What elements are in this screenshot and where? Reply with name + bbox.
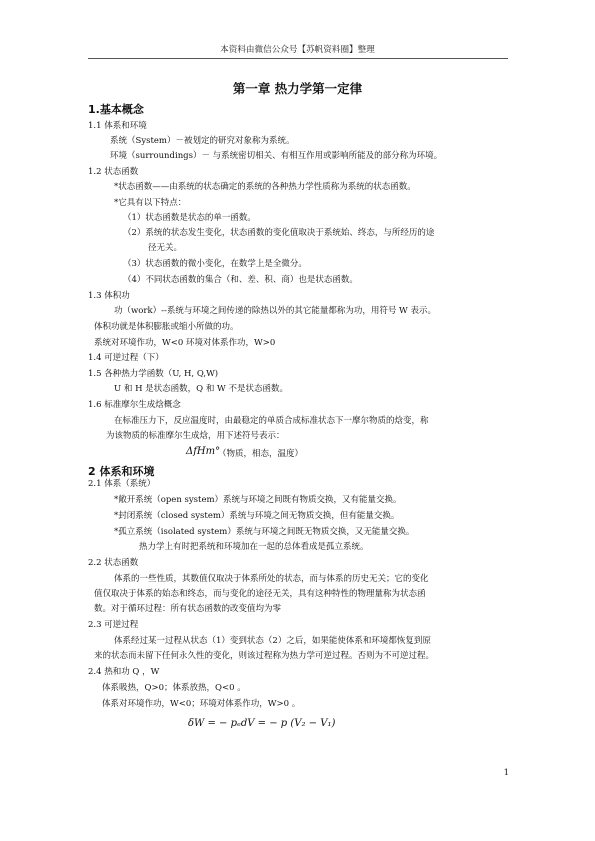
subsection-1-3: 1.3 体积功: [88, 291, 130, 301]
text-line: U 和 H 是状态函数，Q 和 W 不是状态函数。: [114, 384, 288, 394]
page-header: 本资料由微信公众号【苏帆资料圈】整理: [220, 45, 375, 55]
text-line: 系统对环境作功，W<0 环境对体系作功，W>0: [94, 338, 276, 348]
text-line: *敞开系统（open system）系统与环境之间既有物质交换，又有能量交换。: [114, 495, 402, 505]
list-item: （1）状态函数是状态的单一函数。: [123, 213, 256, 223]
text-line: 体系的一些性质，其数值仅取决于体系所处的状态，而与体系的历史无关；它的变化: [114, 574, 429, 584]
subsection-2-2: 2.2 状态函数: [88, 558, 139, 568]
subsection-2-3: 2.3 可逆过程: [88, 620, 139, 630]
subsection-2-4: 2.4 热和功 Q ，W: [88, 667, 160, 677]
section-heading-2: 2 体系和环境: [88, 465, 155, 478]
text-line: 数。对于循环过程：所有状态函数的改变值均为零: [94, 604, 282, 614]
text-line: 系统（System）－被划定的研究对象称为系统。: [110, 136, 295, 146]
subsection-1-2: 1.2 状态函数: [88, 167, 139, 177]
text-line: 功（work）--系统与环境之间传递的除热以外的其它能量都称为功，用符号 W 表示。: [114, 306, 436, 316]
subsection-1-5: 1.5 各种热力学函数（U, H, Q,W): [88, 369, 219, 379]
text-line: 值仅取决于体系的始态和终态，而与变化的途径无关，具有这种特性的物理量称为状态函: [94, 589, 426, 599]
text-line: 体积功就是体积膨胀或缩小所做的功。: [94, 322, 239, 332]
text-line: 热力学上有时把系统和环境加在一起的总体看成是孤立系统。: [139, 542, 369, 552]
subsection-1-6: 1.6 标准摩尔生成焓概念: [88, 400, 181, 410]
text-line: *状态函数——由系统的状态确定的系统的各种热力学性质称为系统的状态函数。: [114, 182, 416, 192]
list-item: （2）系统的状态发生变化，状态函数的变化值取决于系统始、终态，与所经历的途: [123, 228, 435, 238]
chapter-title: 第一章 热力学第一定律: [232, 81, 363, 96]
text-line: 体系吸热，Q>0；体系放热，Q<0 。: [102, 683, 246, 693]
formula-enthalpy-of-formation: ΔfHm°: [186, 446, 221, 457]
text-line: 体系对环境作功，W<0；环境对体系作功，W>0 。: [102, 699, 301, 709]
text-line: 环境（surroundings）－ 与系统密切相关、有相互作用或影响所能及的部分称为环境。: [110, 151, 443, 161]
text-line: 径无关。: [148, 243, 183, 253]
subsection-1-1: 1.1 体系和环境: [88, 121, 147, 131]
text-line: *孤立系统（isolated system）系统与环境之间既无物质交换，又无能量交换。: [114, 527, 415, 537]
text-line: 来的状态而未留下任何永久性的变化，则该过程称为热力学可逆过程。否则为不可逆过程。: [94, 651, 435, 661]
subsection-2-1: 2.1 体系（系统）: [88, 479, 156, 489]
formula-volume-work: δW = − pₑdV = − p (V₂ − V₁): [188, 718, 336, 729]
text-line: （物质，相态，温度）: [218, 449, 304, 459]
header-rule: [88, 58, 508, 59]
text-line: 为该物质的标准摩尔生成焓，用下述符号表示：: [106, 431, 285, 441]
text-line: 体系经过某一过程从状态（1）变到状态（2）之后，如果能使体系和环境都恢复到原: [114, 636, 431, 646]
page-number: 1: [503, 768, 509, 778]
text-line: *它具有以下特点：: [114, 198, 187, 208]
list-item: （3）状态函数的微小变化，在数学上是全微分。: [123, 259, 307, 269]
text-line: *封闭系统（closed system）系统与环境之间无物质交换，但有能量交换。: [114, 511, 400, 521]
section-heading-1: 1.基本概念: [88, 103, 144, 116]
text-line: 在标准压力下，反应温度时，由最稳定的单质合成标准状态下一摩尔物质的焓变，称: [114, 416, 429, 426]
list-item: （4）不同状态函数的集合（和、差、积、商）也是状态函数。: [123, 275, 358, 285]
subsection-1-4: 1.4 可逆过程（下）: [88, 353, 164, 363]
